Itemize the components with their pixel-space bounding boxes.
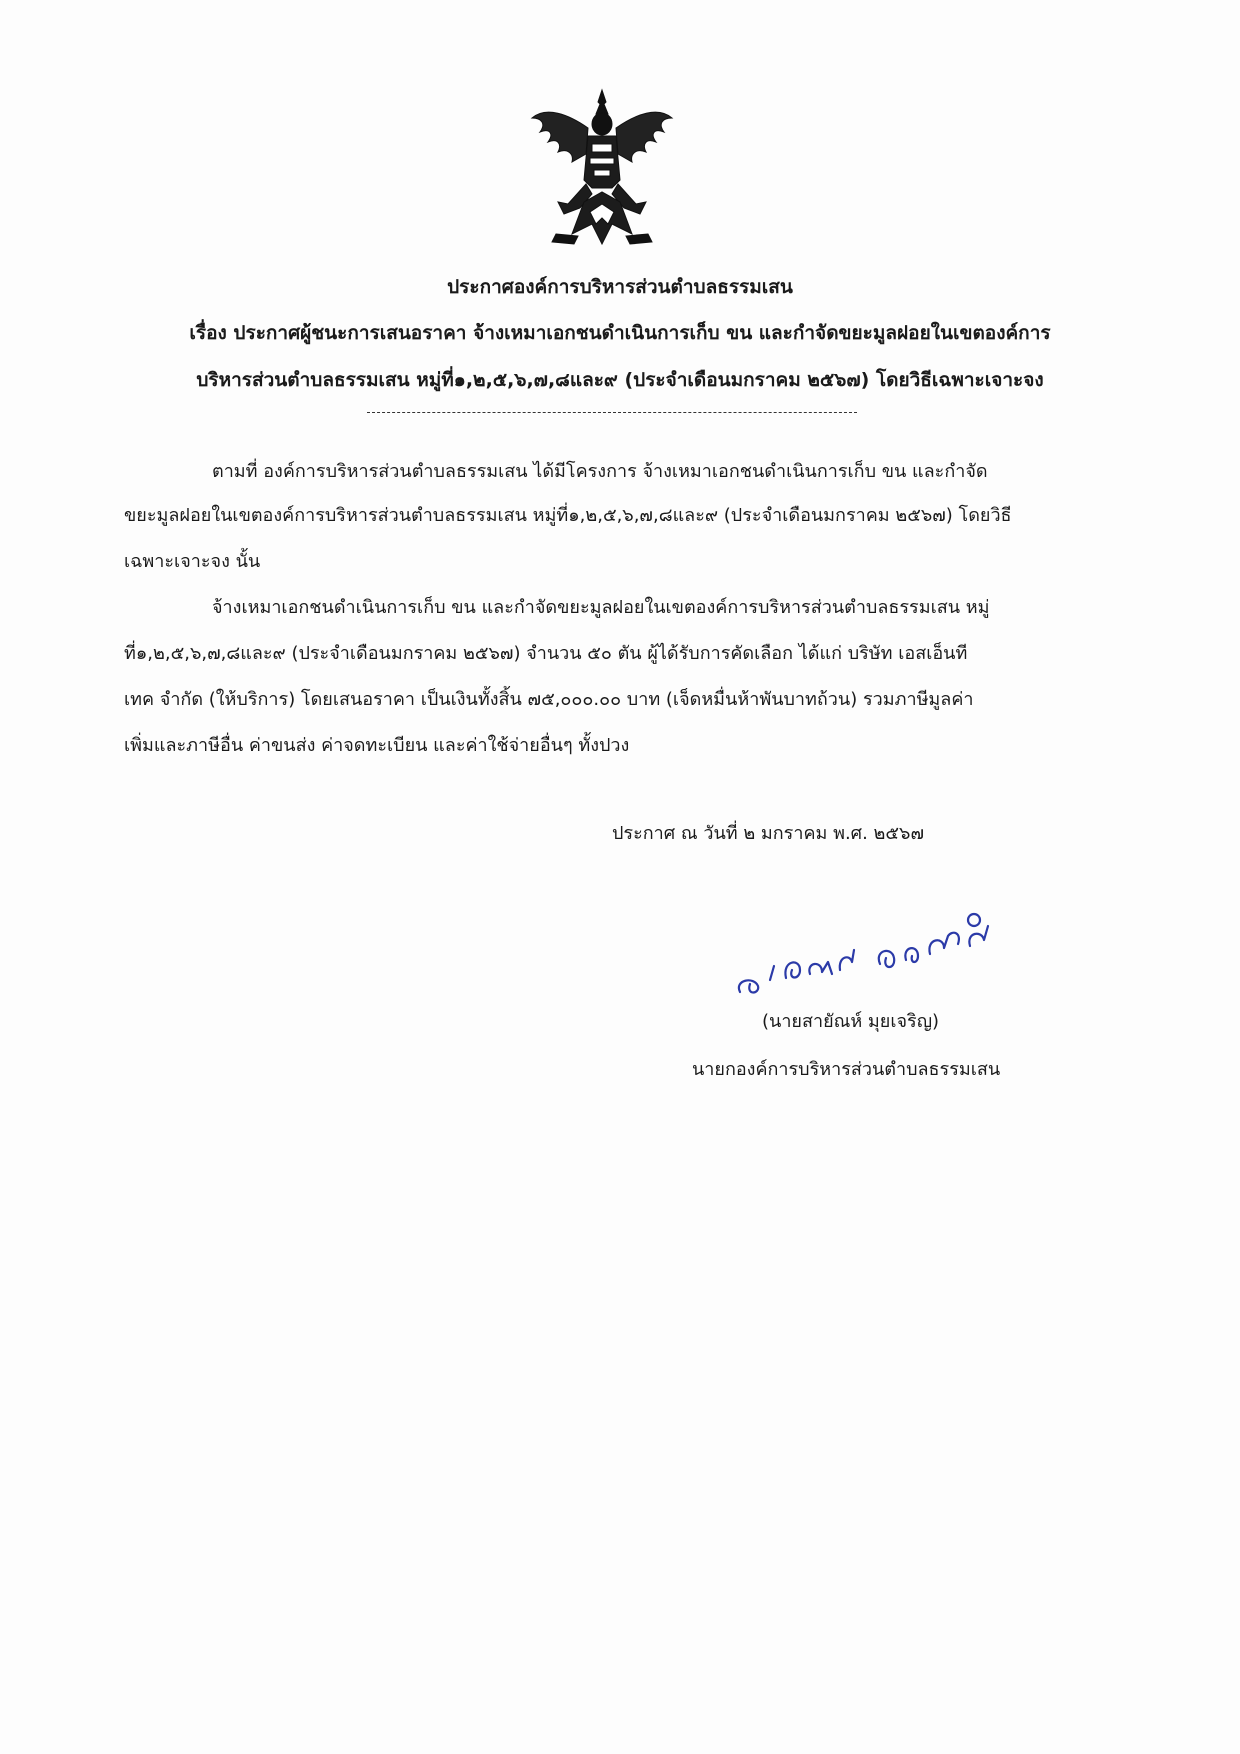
subject-line-2: บริหารส่วนตำบลธรรมเสน หมู่ที่๑,๒,๕,๖,๗,๘และ๙ (ประจำเดือนมกราคม ๒๕๖๗) โดยวิธีเฉพาะเจาะจง — [196, 369, 1044, 391]
org-title: ประกาศองค์การบริหารส่วนตำบลธรรมเสน — [447, 276, 793, 298]
para1-line-3: เฉพาะเจาะจง นั้น — [124, 551, 261, 572]
subject-line-1: เรื่อง ประกาศผู้ชนะการเสนอราคา จ้างเหมาเอกชนดำเนินการเก็บ ขน และกำจัดขยะมูลฝอยในเขตองค์การ — [189, 322, 1051, 344]
signer-position: นายกองค์การบริหารส่วนตำบลธรรมเสน — [692, 1059, 1001, 1080]
para2-line-2: ที่๑,๒,๕,๖,๗,๘และ๙ (ประจำเดือนมกราคม ๒๕๖๗) จำนวน ๕๐ ตัน ผู้ได้รับการคัดเลือก ได้แก่ บริษัท เอสเอ็นที — [124, 643, 968, 664]
divider — [367, 412, 857, 413]
garuda-emblem-icon — [528, 84, 676, 254]
para2-line-4: เพิ่มและภาษีอื่น ค่าขนส่ง ค่าจดทะเบียน และค่าใช้จ่ายอื่นๆ ทั้งปวง — [124, 735, 630, 756]
handwritten-signature — [730, 900, 1050, 1010]
signer-name: (นายสายัณห์ มุยเจริญ) — [762, 1011, 940, 1032]
announcement-date: ประกาศ ณ วันที่ ๒ มกราคม พ.ศ. ๒๕๖๗ — [612, 823, 924, 844]
para1-line-2: ขยะมูลฝอยในเขตองค์การบริหารส่วนตำบลธรรมเสน หมู่ที่๑,๒,๕,๖,๗,๘และ๙ (ประจำเดือนมกราคม ๒๕๖๗) โดยวิธี — [124, 505, 1012, 526]
para2-line-1: จ้างเหมาเอกชนดำเนินการเก็บ ขน และกำจัดขยะมูลฝอยในเขตองค์การบริหารส่วนตำบลธรรมเสน หมู่ — [212, 597, 990, 618]
para1-line-1: ตามที่ องค์การบริหารส่วนตำบลธรรมเสน ได้มีโครงการ จ้างเหมาเอกชนดำเนินการเก็บ ขน และกำจัด — [212, 461, 988, 482]
para2-line-3: เทค จำกัด (ให้บริการ) โดยเสนอราคา เป็นเงินทั้งสิ้น ๗๕,๐๐๐.๐๐ บาท (เจ็ดหมื่นห้าพันบาทถ้วน) รวมภาษีมูลค่า — [124, 689, 974, 710]
